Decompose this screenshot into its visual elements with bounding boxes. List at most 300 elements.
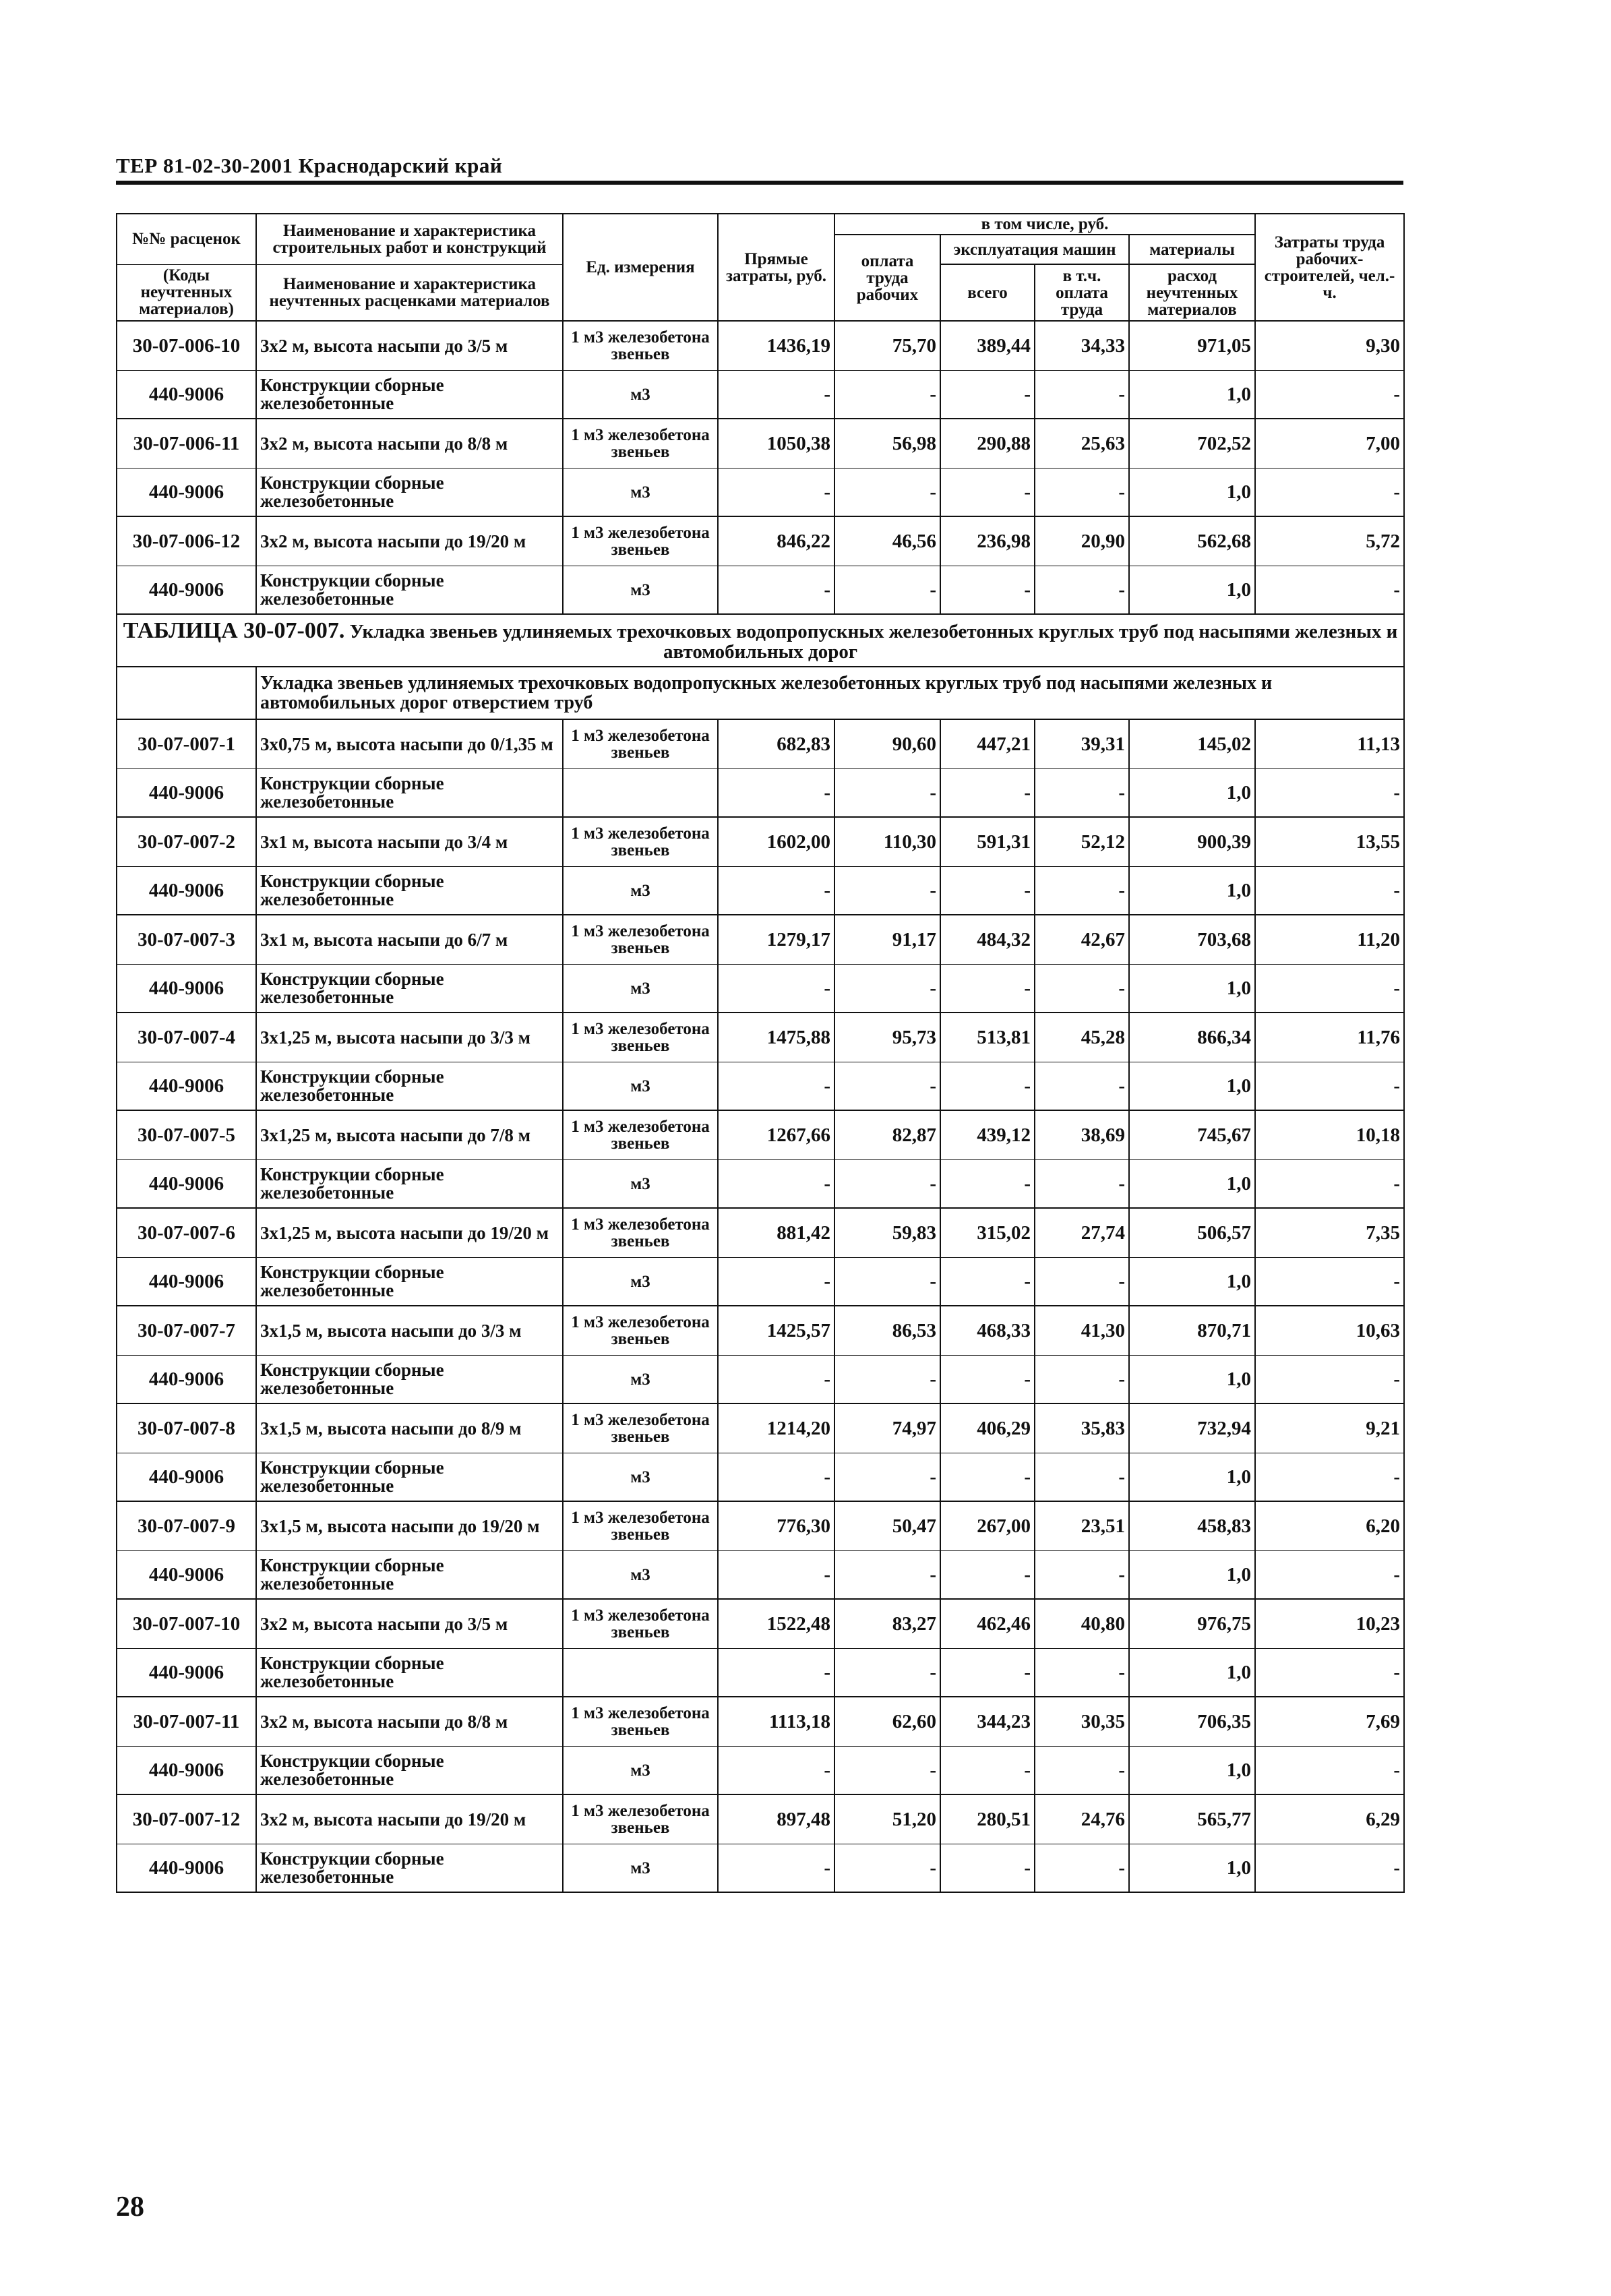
rate-code: 30-07-007-2 — [117, 817, 256, 867]
material-qty: 1,0 — [1129, 1844, 1255, 1893]
dash: - — [1255, 1062, 1404, 1111]
table-row — [117, 1403, 1404, 1453]
rate-code: 30-07-007-5 — [117, 1110, 256, 1160]
unit: 1 м3 железобетона звеньев — [563, 516, 718, 566]
material-code: 440-9006 — [117, 1062, 256, 1111]
direct-costs: 1214,20 — [718, 1403, 834, 1453]
material-qty: 1,0 — [1129, 1160, 1255, 1209]
direct-costs: 1522,48 — [718, 1599, 834, 1649]
dash: - — [1035, 1551, 1129, 1600]
table-row — [117, 1258, 1404, 1306]
dash: - — [718, 867, 834, 915]
labor-pay: 82,87 — [834, 1110, 940, 1160]
header-rule — [116, 181, 1403, 185]
header-materials: материалы — [1129, 235, 1255, 264]
header-name-top: Наименование и характеристика строительных работ и конструкций — [256, 214, 563, 264]
material-unit: м3 — [563, 1258, 718, 1306]
labor-cost: 13,55 — [1255, 817, 1404, 867]
table-row — [117, 1110, 1404, 1160]
dash: - — [940, 1160, 1035, 1209]
table-row — [117, 1649, 1404, 1697]
dash: - — [834, 1551, 940, 1600]
work-name: 3х1,5 м, высота насыпи до 3/3 м — [256, 1306, 563, 1356]
machines-pay: 40,80 — [1035, 1599, 1129, 1649]
header-machines: эксплуатация машин — [940, 235, 1129, 264]
machines-total: 236,98 — [940, 516, 1035, 566]
materials: 458,83 — [1129, 1501, 1255, 1551]
dash: - — [940, 965, 1035, 1013]
dash: - — [1035, 1356, 1129, 1404]
material-unit: м3 — [563, 371, 718, 419]
dash: - — [834, 769, 940, 818]
table-row — [117, 371, 1404, 419]
labor-pay: 83,27 — [834, 1599, 940, 1649]
direct-costs: 1602,00 — [718, 817, 834, 867]
direct-costs: 1113,18 — [718, 1697, 834, 1747]
labor-pay: 90,60 — [834, 719, 940, 769]
material-unit: м3 — [563, 1160, 718, 1209]
table-row — [117, 1844, 1404, 1893]
labor-pay: 75,70 — [834, 321, 940, 371]
dash: - — [1255, 1258, 1404, 1306]
labor-cost: 9,21 — [1255, 1403, 1404, 1453]
header-machines-pay: в т.ч. оплата труда — [1035, 264, 1129, 321]
material-unit: м3 — [563, 1062, 718, 1111]
dash: - — [718, 371, 834, 419]
material-name: Конструкции сборные железобетонные — [256, 1844, 563, 1893]
material-code: 440-9006 — [117, 469, 256, 517]
machines-pay: 25,63 — [1035, 419, 1129, 469]
dash: - — [1255, 1649, 1404, 1697]
dash: - — [1255, 371, 1404, 419]
dash: - — [1255, 566, 1404, 615]
machines-total: 484,32 — [940, 915, 1035, 965]
labor-pay: 95,73 — [834, 1013, 940, 1062]
work-name: 3х2 м, высота насыпи до 8/8 м — [256, 419, 563, 469]
machines-pay: 35,83 — [1035, 1403, 1129, 1453]
machines-total: 280,51 — [940, 1794, 1035, 1844]
work-name: 3х1,25 м, высота насыпи до 7/8 м — [256, 1110, 563, 1160]
materials: 145,02 — [1129, 719, 1255, 769]
machines-pay: 38,69 — [1035, 1110, 1129, 1160]
material-name: Конструкции сборные железобетонные — [256, 1649, 563, 1697]
dash: - — [718, 1258, 834, 1306]
dash: - — [718, 965, 834, 1013]
table-row — [117, 566, 1404, 615]
dash: - — [1255, 1160, 1404, 1209]
material-name: Конструкции сборные железобетонные — [256, 1453, 563, 1502]
material-qty: 1,0 — [1129, 965, 1255, 1013]
material-name: Конструкции сборные железобетонные — [256, 965, 563, 1013]
dash: - — [1035, 867, 1129, 915]
table-row — [117, 817, 1404, 867]
dash: - — [718, 1844, 834, 1893]
material-code: 440-9006 — [117, 1160, 256, 1209]
dash: - — [1035, 1160, 1129, 1209]
dash: - — [1255, 1844, 1404, 1893]
labor-cost: 9,30 — [1255, 321, 1404, 371]
dash: - — [718, 1160, 834, 1209]
work-name: 3х1,25 м, высота насыпи до 3/3 м — [256, 1013, 563, 1062]
material-unit: м3 — [563, 1844, 718, 1893]
header-labor-pay: оплата труда рабочих — [834, 235, 940, 321]
material-qty: 1,0 — [1129, 867, 1255, 915]
work-name: 3х2 м, высота насыпи до 8/8 м — [256, 1697, 563, 1747]
dash: - — [718, 1062, 834, 1111]
dash: - — [1035, 1062, 1129, 1111]
dash: - — [940, 1356, 1035, 1404]
dash: - — [834, 1356, 940, 1404]
labor-pay: 56,98 — [834, 419, 940, 469]
material-unit: м3 — [563, 566, 718, 615]
section-title-lead: ТАБЛИЦА 30-07-007. — [123, 617, 345, 643]
dash: - — [1035, 1844, 1129, 1893]
material-unit — [563, 769, 718, 818]
materials: 565,77 — [1129, 1794, 1255, 1844]
material-qty: 1,0 — [1129, 1356, 1255, 1404]
machines-total: 447,21 — [940, 719, 1035, 769]
labor-pay: 50,47 — [834, 1501, 940, 1551]
labor-cost: 5,72 — [1255, 516, 1404, 566]
unit: 1 м3 железобетона звеньев — [563, 1697, 718, 1747]
material-name: Конструкции сборные железобетонные — [256, 566, 563, 615]
dash: - — [1255, 1747, 1404, 1795]
material-code: 440-9006 — [117, 1356, 256, 1404]
table-row — [117, 321, 1404, 371]
rate-code: 30-07-006-11 — [117, 419, 256, 469]
materials: 976,75 — [1129, 1599, 1255, 1649]
dash: - — [834, 867, 940, 915]
material-name: Конструкции сборные железобетонные — [256, 1356, 563, 1404]
section-description-row — [117, 667, 1404, 719]
materials: 732,94 — [1129, 1403, 1255, 1453]
table-row — [117, 1013, 1404, 1062]
material-qty: 1,0 — [1129, 1453, 1255, 1502]
header-code-bottom: (Коды неучтенных материалов) — [117, 264, 256, 321]
direct-costs: 1425,57 — [718, 1306, 834, 1356]
material-unit: м3 — [563, 469, 718, 517]
unit: 1 м3 железобетона звеньев — [563, 1013, 718, 1062]
labor-cost: 10,63 — [1255, 1306, 1404, 1356]
material-code: 440-9006 — [117, 1844, 256, 1893]
dash: - — [940, 1062, 1035, 1111]
machines-total: 267,00 — [940, 1501, 1035, 1551]
table-row — [117, 1453, 1404, 1502]
material-code: 440-9006 — [117, 1258, 256, 1306]
empty-cell — [117, 667, 256, 719]
table-row — [117, 516, 1404, 566]
machines-pay: 41,30 — [1035, 1306, 1129, 1356]
dash: - — [834, 965, 940, 1013]
direct-costs: 776,30 — [718, 1501, 834, 1551]
rate-code: 30-07-007-6 — [117, 1208, 256, 1258]
machines-total: 406,29 — [940, 1403, 1035, 1453]
machines-pay: 42,67 — [1035, 915, 1129, 965]
unit: 1 м3 железобетона звеньев — [563, 419, 718, 469]
material-name: Конструкции сборные железобетонные — [256, 1747, 563, 1795]
dash: - — [940, 1649, 1035, 1697]
table-row — [117, 1697, 1404, 1747]
material-name: Конструкции сборные железобетонные — [256, 1160, 563, 1209]
table-row — [117, 419, 1404, 469]
material-code: 440-9006 — [117, 1453, 256, 1502]
material-unit: м3 — [563, 965, 718, 1013]
material-qty: 1,0 — [1129, 769, 1255, 818]
rate-code: 30-07-006-10 — [117, 321, 256, 371]
material-name: Конструкции сборные железобетонные — [256, 371, 563, 419]
section-title-text: Укладка звеньев удлиняемых трехочковых водопропускных железобетонных круглых труб под насыпями железных и автомобильных дорог — [349, 620, 1398, 663]
table-header — [117, 214, 1404, 321]
material-code: 440-9006 — [117, 1551, 256, 1600]
machines-pay: 52,12 — [1035, 817, 1129, 867]
labor-pay: 59,83 — [834, 1208, 940, 1258]
dash: - — [718, 1356, 834, 1404]
dash: - — [1255, 1453, 1404, 1502]
work-name: 3х2 м, высота насыпи до 19/20 м — [256, 516, 563, 566]
table-row — [117, 1062, 1404, 1111]
table-row — [117, 1599, 1404, 1649]
dash: - — [940, 1747, 1035, 1795]
header-direct-costs: Прямые затраты, руб. — [718, 214, 834, 321]
dash: - — [940, 867, 1035, 915]
dash: - — [1035, 371, 1129, 419]
dash: - — [834, 1062, 940, 1111]
table-row — [117, 1208, 1404, 1258]
unit: 1 м3 железобетона звеньев — [563, 1794, 718, 1844]
dash: - — [1255, 1551, 1404, 1600]
labor-cost: 11,13 — [1255, 719, 1404, 769]
rate-code: 30-07-007-12 — [117, 1794, 256, 1844]
machines-total: 468,33 — [940, 1306, 1035, 1356]
dash: - — [834, 469, 940, 517]
materials: 866,34 — [1129, 1013, 1255, 1062]
dash: - — [940, 1453, 1035, 1502]
direct-costs: 881,42 — [718, 1208, 834, 1258]
dash: - — [1035, 1747, 1129, 1795]
dash: - — [940, 1844, 1035, 1893]
section-title — [117, 614, 1404, 667]
direct-costs: 1279,17 — [718, 915, 834, 965]
rate-code: 30-07-007-8 — [117, 1403, 256, 1453]
dash: - — [1255, 867, 1404, 915]
machines-total: 439,12 — [940, 1110, 1035, 1160]
material-code: 440-9006 — [117, 566, 256, 615]
table-row — [117, 1747, 1404, 1795]
machines-total: 389,44 — [940, 321, 1035, 371]
dash: - — [718, 1747, 834, 1795]
page-number: 28 — [116, 2192, 144, 2223]
dash: - — [940, 769, 1035, 818]
dash: - — [718, 469, 834, 517]
dash: - — [834, 1160, 940, 1209]
material-unit: м3 — [563, 1453, 718, 1502]
dash: - — [718, 566, 834, 615]
unit: 1 м3 железобетона звеньев — [563, 1403, 718, 1453]
materials: 870,71 — [1129, 1306, 1255, 1356]
table-row — [117, 1356, 1404, 1404]
header-unit: Ед. измерения — [563, 214, 718, 321]
machines-pay: 39,31 — [1035, 719, 1129, 769]
dash: - — [1035, 1453, 1129, 1502]
rate-code: 30-07-007-9 — [117, 1501, 256, 1551]
table-row — [117, 1306, 1404, 1356]
material-code: 440-9006 — [117, 769, 256, 818]
rate-code: 30-07-007-1 — [117, 719, 256, 769]
dash: - — [834, 1747, 940, 1795]
dash: - — [718, 1649, 834, 1697]
dash: - — [1035, 1258, 1129, 1306]
material-name: Конструкции сборные железобетонные — [256, 1258, 563, 1306]
labor-cost: 11,20 — [1255, 915, 1404, 965]
table-row — [117, 469, 1404, 517]
material-unit: м3 — [563, 1356, 718, 1404]
table-row — [117, 1551, 1404, 1600]
materials: 702,52 — [1129, 419, 1255, 469]
dash: - — [1255, 965, 1404, 1013]
materials: 900,39 — [1129, 817, 1255, 867]
work-name: 3х1 м, высота насыпи до 6/7 м — [256, 915, 563, 965]
materials: 745,67 — [1129, 1110, 1255, 1160]
rate-code: 30-07-007-11 — [117, 1697, 256, 1747]
direct-costs: 682,83 — [718, 719, 834, 769]
table-row — [117, 965, 1404, 1013]
rate-code: 30-07-007-10 — [117, 1599, 256, 1649]
table-row — [117, 915, 1404, 965]
unit: 1 м3 железобетона звеньев — [563, 1599, 718, 1649]
machines-total: 290,88 — [940, 419, 1035, 469]
unit: 1 м3 железобетона звеньев — [563, 719, 718, 769]
material-code: 440-9006 — [117, 867, 256, 915]
dash: - — [834, 566, 940, 615]
machines-pay: 34,33 — [1035, 321, 1129, 371]
machines-pay: 45,28 — [1035, 1013, 1129, 1062]
material-qty: 1,0 — [1129, 1258, 1255, 1306]
table-row — [117, 769, 1404, 818]
unit: 1 м3 железобетона звеньев — [563, 915, 718, 965]
dash: - — [718, 1453, 834, 1502]
labor-cost: 7,00 — [1255, 419, 1404, 469]
material-unit: м3 — [563, 1551, 718, 1600]
direct-costs: 1267,66 — [718, 1110, 834, 1160]
labor-pay: 46,56 — [834, 516, 940, 566]
table-row — [117, 867, 1404, 915]
machines-total: 591,31 — [940, 817, 1035, 867]
work-name: 3х1,5 м, высота насыпи до 19/20 м — [256, 1501, 563, 1551]
labor-cost: 7,69 — [1255, 1697, 1404, 1747]
machines-pay: 27,74 — [1035, 1208, 1129, 1258]
work-name: 3х2 м, высота насыпи до 19/20 м — [256, 1794, 563, 1844]
material-qty: 1,0 — [1129, 371, 1255, 419]
section-description: Укладка звеньев удлиняемых трехочковых водопропускных железобетонных круглых труб под насыпями железных и автомобильных дорог отверстием труб — [256, 667, 1404, 719]
material-qty: 1,0 — [1129, 566, 1255, 615]
table-row — [117, 719, 1404, 769]
direct-costs: 1436,19 — [718, 321, 834, 371]
dash: - — [940, 1258, 1035, 1306]
work-name: 3х1,5 м, высота насыпи до 8/9 м — [256, 1403, 563, 1453]
labor-cost: 11,76 — [1255, 1013, 1404, 1062]
material-name: Конструкции сборные железобетонные — [256, 1062, 563, 1111]
dash: - — [1035, 1649, 1129, 1697]
machines-total: 513,81 — [940, 1013, 1035, 1062]
machines-pay: 30,35 — [1035, 1697, 1129, 1747]
dash: - — [940, 1551, 1035, 1600]
material-name: Конструкции сборные железобетонные — [256, 867, 563, 915]
direct-costs: 846,22 — [718, 516, 834, 566]
material-name: Конструкции сборные железобетонные — [256, 1551, 563, 1600]
header-materials-sub: расход неучтенных материалов — [1129, 264, 1255, 321]
labor-cost: 6,20 — [1255, 1501, 1404, 1551]
machines-total: 462,46 — [940, 1599, 1035, 1649]
section-title-row — [117, 614, 1404, 667]
dash: - — [718, 1551, 834, 1600]
material-unit: м3 — [563, 867, 718, 915]
direct-costs: 1475,88 — [718, 1013, 834, 1062]
machines-pay: 20,90 — [1035, 516, 1129, 566]
unit: 1 м3 железобетона звеньев — [563, 1110, 718, 1160]
dash: - — [1255, 769, 1404, 818]
dash: - — [940, 371, 1035, 419]
table-row — [117, 1160, 1404, 1209]
work-name: 3х1 м, высота насыпи до 3/4 м — [256, 817, 563, 867]
unit: 1 м3 железобетона звеньев — [563, 817, 718, 867]
section-2 — [117, 614, 1404, 1892]
machines-total: 315,02 — [940, 1208, 1035, 1258]
dash: - — [1255, 1356, 1404, 1404]
material-qty: 1,0 — [1129, 1551, 1255, 1600]
unit: 1 м3 железобетона звеньев — [563, 1208, 718, 1258]
material-code: 440-9006 — [117, 1747, 256, 1795]
labor-cost: 6,29 — [1255, 1794, 1404, 1844]
table-row — [117, 1501, 1404, 1551]
material-code: 440-9006 — [117, 371, 256, 419]
direct-costs: 897,48 — [718, 1794, 834, 1844]
dash: - — [1035, 769, 1129, 818]
material-unit: м3 — [563, 1747, 718, 1795]
materials: 971,05 — [1129, 321, 1255, 371]
dash: - — [834, 1258, 940, 1306]
header-code-top: №№ расценок — [117, 214, 256, 264]
material-name: Конструкции сборные железобетонные — [256, 469, 563, 517]
labor-cost: 7,35 — [1255, 1208, 1404, 1258]
table-row — [117, 1794, 1404, 1844]
header-machines-total: всего — [940, 264, 1035, 321]
work-name: 3х0,75 м, высота насыпи до 0/1,35 м — [256, 719, 563, 769]
machines-pay: 24,76 — [1035, 1794, 1129, 1844]
dash: - — [718, 769, 834, 818]
labor-pay: 86,53 — [834, 1306, 940, 1356]
header-labor-cost: Затраты труда рабочих-строителей, чел.-ч. — [1255, 214, 1404, 321]
materials: 706,35 — [1129, 1697, 1255, 1747]
labor-pay: 62,60 — [834, 1697, 940, 1747]
materials: 506,57 — [1129, 1208, 1255, 1258]
work-name: 3х2 м, высота насыпи до 3/5 м — [256, 321, 563, 371]
rate-code: 30-07-007-7 — [117, 1306, 256, 1356]
material-qty: 1,0 — [1129, 1649, 1255, 1697]
material-name: Конструкции сборные железобетонные — [256, 769, 563, 818]
dash: - — [1035, 965, 1129, 1013]
page-header: ТЕР 81-02-30-2001 Краснодарский край — [116, 154, 503, 177]
dash: - — [834, 1453, 940, 1502]
labor-cost: 10,23 — [1255, 1599, 1404, 1649]
material-code: 440-9006 — [117, 1649, 256, 1697]
header-incl: в том числе, руб. — [834, 214, 1255, 235]
rate-code: 30-07-007-3 — [117, 915, 256, 965]
dash: - — [834, 371, 940, 419]
labor-cost: 10,18 — [1255, 1110, 1404, 1160]
machines-total: 344,23 — [940, 1697, 1035, 1747]
direct-costs: 1050,38 — [718, 419, 834, 469]
material-unit — [563, 1649, 718, 1697]
